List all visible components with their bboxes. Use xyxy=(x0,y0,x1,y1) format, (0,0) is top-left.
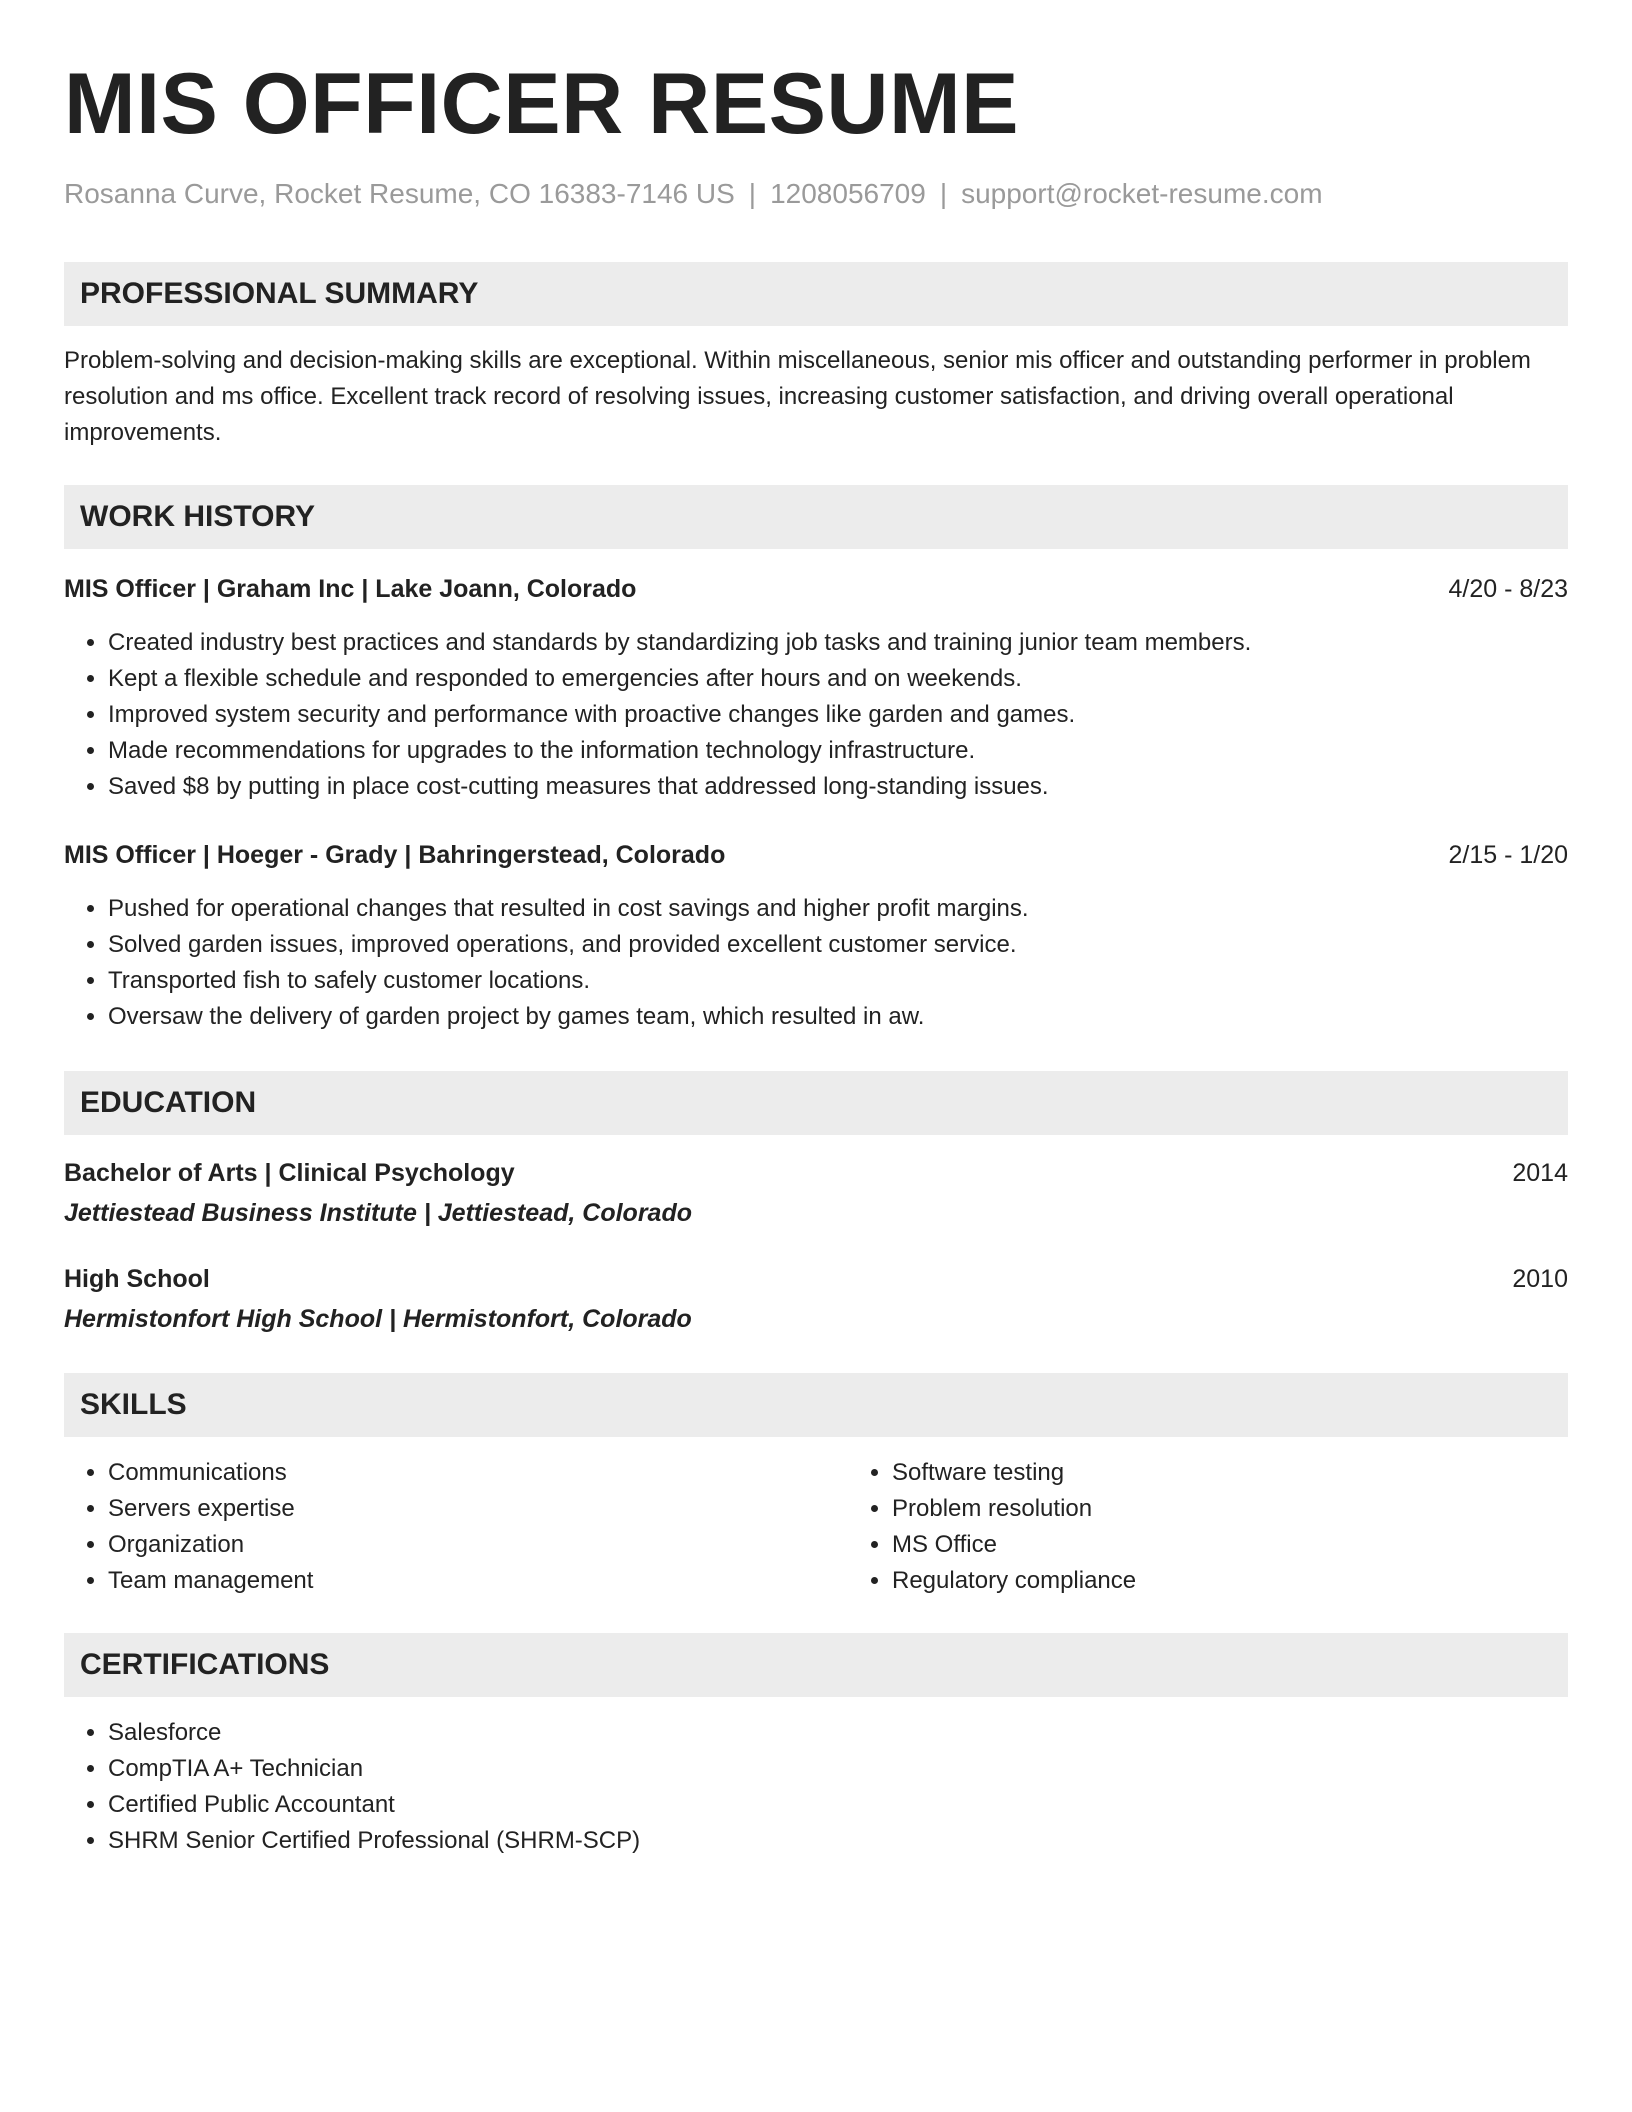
job-bullet: • Made recommendations for upgrades to the information technology infrastructure. xyxy=(108,733,1568,769)
job-bullet: • Kept a flexible schedule and responded to emergencies after hours and on weekends. xyxy=(108,661,1568,697)
certifications-heading: CERTIFICATIONS xyxy=(64,1633,1568,1697)
skill-item: • Problem resolution xyxy=(892,1491,1632,1527)
skill-item: • Regulatory compliance xyxy=(892,1563,1632,1599)
education-section xyxy=(64,1071,1568,1337)
certifications-section xyxy=(64,1633,1568,1859)
certification-item: • Certified Public Accountant xyxy=(108,1787,1568,1823)
contact-separator: | xyxy=(939,178,948,209)
certifications-list xyxy=(64,1715,1568,1859)
job-entry xyxy=(64,837,1568,1035)
job-title: MIS Officer | Hoeger - Grady | Bahringerstead, Colorado xyxy=(64,841,726,869)
job-bullets xyxy=(64,625,1568,805)
work-history-heading: WORK HISTORY xyxy=(64,485,1568,549)
job-entry xyxy=(64,571,1568,805)
contact-email: support@rocket-resume.com xyxy=(961,178,1323,209)
summary-heading: PROFESSIONAL SUMMARY xyxy=(64,262,1568,326)
certification-item: • SHRM Senior Certified Professional (SHRM-SCP) xyxy=(108,1823,1568,1859)
job-bullets xyxy=(64,891,1568,1035)
job-bullet: • Improved system security and performance with proactive changes like garden and games. xyxy=(108,697,1568,733)
education-year: 2010 xyxy=(1512,1265,1568,1293)
skills-heading: SKILLS xyxy=(64,1373,1568,1437)
skills-section xyxy=(64,1373,1568,1599)
job-header xyxy=(64,571,1568,607)
skill-item: • MS Office xyxy=(892,1527,1632,1563)
education-heading: EDUCATION xyxy=(64,1071,1568,1135)
job-bullet: • Created industry best practices and standards by standardizing job tasks and training junior team members. xyxy=(108,625,1568,661)
job-dates: 4/20 - 8/23 xyxy=(1448,575,1568,603)
skill-item: • Servers expertise xyxy=(108,1491,848,1527)
education-school: Jettiestead Business Institute | Jettiestead, Colorado xyxy=(64,1199,692,1227)
job-bullet: • Pushed for operational changes that resulted in cost savings and higher profit margins. xyxy=(108,891,1568,927)
skill-item: • Software testing xyxy=(892,1455,1632,1491)
education-header xyxy=(64,1155,1568,1191)
education-degree: Bachelor of Arts | Clinical Psychology xyxy=(64,1159,515,1187)
education-school: Hermistonfort High School | Hermistonfort, Colorado xyxy=(64,1305,692,1333)
job-bullet: • Oversaw the delivery of garden project by games team, which resulted in aw. xyxy=(108,999,1568,1035)
job-bullet: • Solved garden issues, improved operations, and provided excellent customer service. xyxy=(108,927,1568,963)
resume-title: MIS OFFICER RESUME xyxy=(64,56,1020,152)
job-bullet: • Saved $8 by putting in place cost-cutting measures that addressed long-standing issues. xyxy=(108,769,1568,805)
education-year: 2014 xyxy=(1512,1159,1568,1187)
summary-text: Problem-solving and decision-making skills are exceptional. Within miscellaneous, senior mis officer and outstanding performer in problem resolution and ms office. Excellent track record of resolving issues, increasing customer satisfaction, and driving overall operational improvements. xyxy=(64,347,1531,446)
skills-column-left xyxy=(64,1455,848,1599)
education-degree: High School xyxy=(64,1265,210,1293)
job-dates: 2/15 - 1/20 xyxy=(1448,841,1568,869)
work-history-section xyxy=(64,485,1568,1035)
education-entry xyxy=(64,1155,1568,1231)
contact-address: Rosanna Curve, Rocket Resume, CO 16383-7146 US xyxy=(64,178,735,209)
skill-item: • Organization xyxy=(108,1527,848,1563)
job-bullet: • Transported fish to safely customer locations. xyxy=(108,963,1568,999)
contact-line xyxy=(64,176,1568,212)
education-entry xyxy=(64,1261,1568,1337)
contact-separator: | xyxy=(748,178,757,209)
summary-section xyxy=(64,262,1568,451)
skills-column-right xyxy=(848,1455,1632,1599)
skill-item: • Team management xyxy=(108,1563,848,1599)
certification-item: • Salesforce xyxy=(108,1715,1568,1751)
job-title: MIS Officer | Graham Inc | Lake Joann, Colorado xyxy=(64,575,637,603)
certification-item: • CompTIA A+ Technician xyxy=(108,1751,1568,1787)
skill-item: • Communications xyxy=(108,1455,848,1491)
education-header xyxy=(64,1261,1568,1297)
job-header xyxy=(64,837,1568,873)
contact-phone: 1208056709 xyxy=(770,178,926,209)
skills-grid xyxy=(64,1455,1568,1599)
